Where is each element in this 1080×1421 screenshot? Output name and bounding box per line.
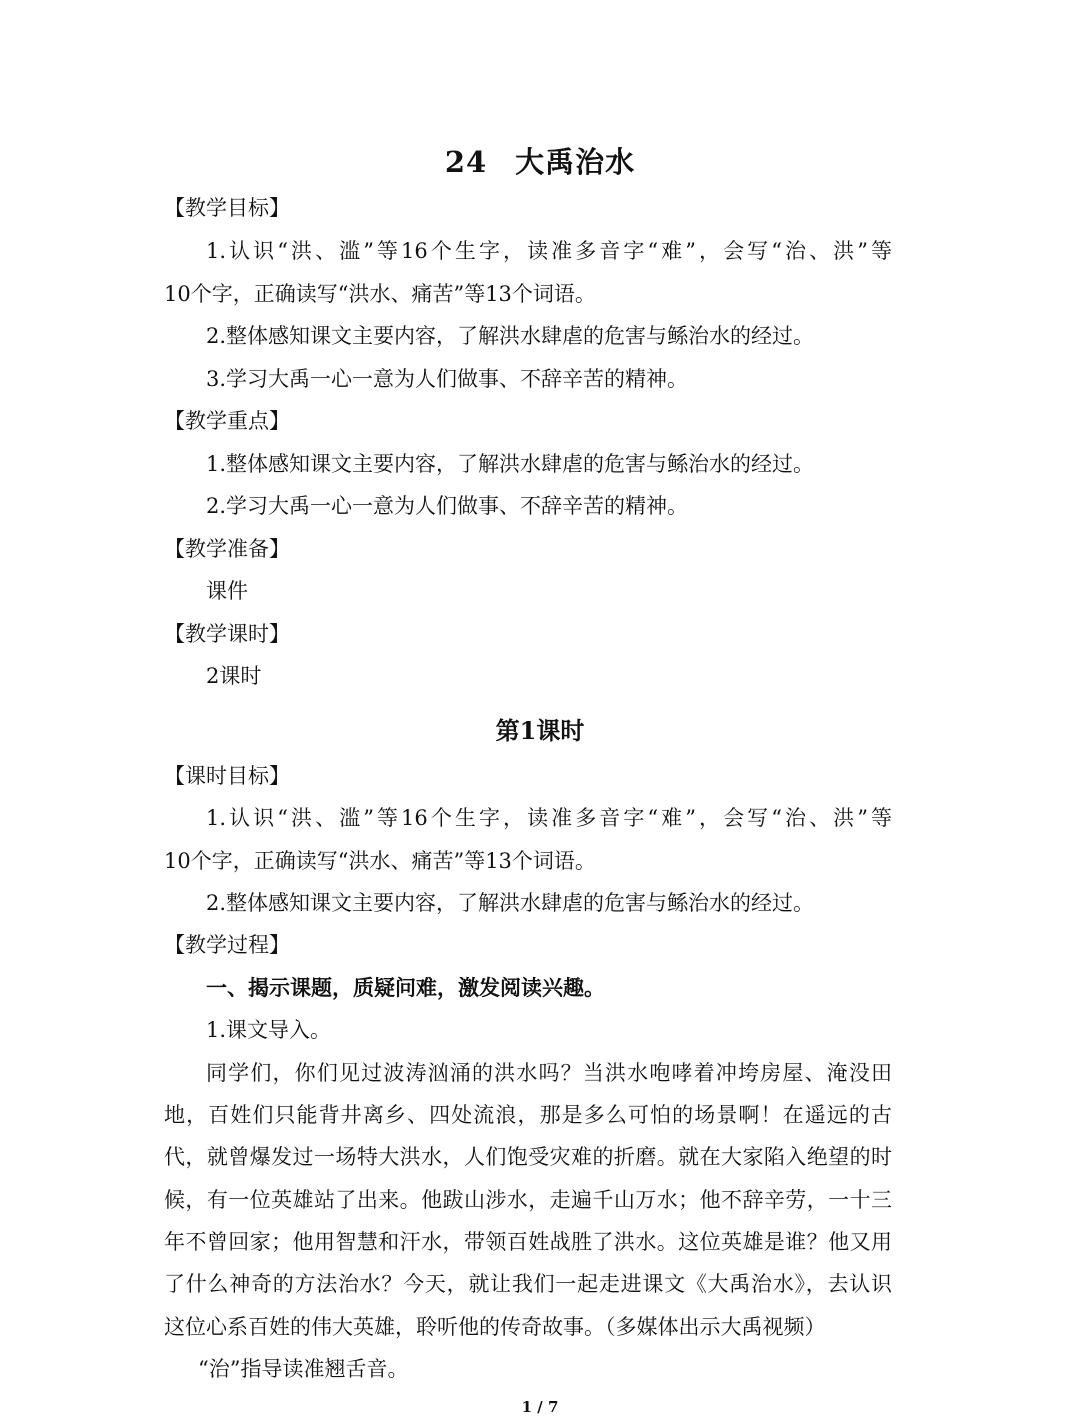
lesson-goal-1-line-1: 1.认识“洪、滥”等16个生字，读准多音字“难”，会写“治、洪”等 — [206, 806, 892, 830]
lesson-number: 24 — [444, 145, 488, 179]
section-heading-lesson-goals: 【课时目标】 — [164, 764, 290, 788]
paragraph-line: 了什么神奇的方法治水？今天，就让我们一起走进课文《大禹治水》，去认识 — [164, 1272, 892, 1296]
hours-text: 2课时 — [206, 664, 262, 688]
paragraph-line: 同学们，你们见过波涛汹涌的洪水吗？当洪水咆哮着冲垮房屋、淹没田 — [206, 1061, 892, 1085]
paragraph-line: 代，就曾爆发过一场特大洪水，人们饱受灾难的折磨。就在大家陷入绝望的时 — [164, 1145, 892, 1169]
section-heading-process: 【教学过程】 — [164, 933, 290, 957]
paragraph-line: 地，百姓们只能背井离乡、四处流浪，那是多么可怕的场景啊！在遥远的古 — [164, 1103, 892, 1127]
goal-1-line-2: 10个字，正确读写“洪水、痛苦”等13个词语。 — [164, 282, 596, 306]
goal-3: 3.学习大禹一心一意为人们做事、不辞辛苦的精神。 — [206, 367, 689, 391]
section-heading-prep: 【教学准备】 — [164, 537, 290, 561]
section-heading-key: 【教学重点】 — [164, 409, 290, 433]
pronunciation-guide: “治”指导读准翘舌音。 — [198, 1357, 409, 1381]
prep-text: 课件 — [206, 579, 248, 603]
section-heading-hours: 【教学课时】 — [164, 622, 290, 646]
key-point-1: 1.整体感知课文主要内容，了解洪水肆虐的危害与鲧治水的经过。 — [206, 452, 815, 476]
page-title — [0, 140, 1080, 181]
lesson-goal-1-line-2: 10个字，正确读写“洪水、痛苦”等13个词语。 — [164, 849, 596, 873]
lesson-1-title: 第1课时 — [495, 716, 585, 745]
paragraph-line: 这位心系百姓的伟大英雄，聆听他的传奇故事。（多媒体出示大禹视频） — [164, 1315, 826, 1339]
paragraph-line: 年不曾回家；他用智慧和汗水，带领百姓战胜了洪水。这位英雄是谁？他又用 — [164, 1230, 892, 1254]
section-heading-goals: 【教学目标】 — [164, 196, 290, 220]
key-point-2: 2.学习大禹一心一意为人们做事、不辞辛苦的精神。 — [206, 494, 689, 518]
step-1-heading: 一、揭示课题，质疑问难，激发阅读兴趣。 — [206, 975, 605, 1000]
lesson-title: 大禹治水 — [515, 145, 636, 179]
page-number: 1 / 7 — [521, 1398, 559, 1416]
paragraph-line: 候，有一位英雄站了出来。他跋山涉水，走遍千山万水；他不辞辛劳，一十三 — [164, 1188, 892, 1212]
intro-label: 1.课文导入。 — [206, 1018, 332, 1042]
goal-2: 2.整体感知课文主要内容，了解洪水肆虐的危害与鲧治水的经过。 — [206, 324, 815, 348]
goal-1-line-1: 1.认识“洪、滥”等16个生字，读准多音字“难”，会写“治、洪”等 — [206, 239, 892, 263]
lesson-goal-2: 2.整体感知课文主要内容，了解洪水肆虐的危害与鲧治水的经过。 — [206, 891, 815, 915]
